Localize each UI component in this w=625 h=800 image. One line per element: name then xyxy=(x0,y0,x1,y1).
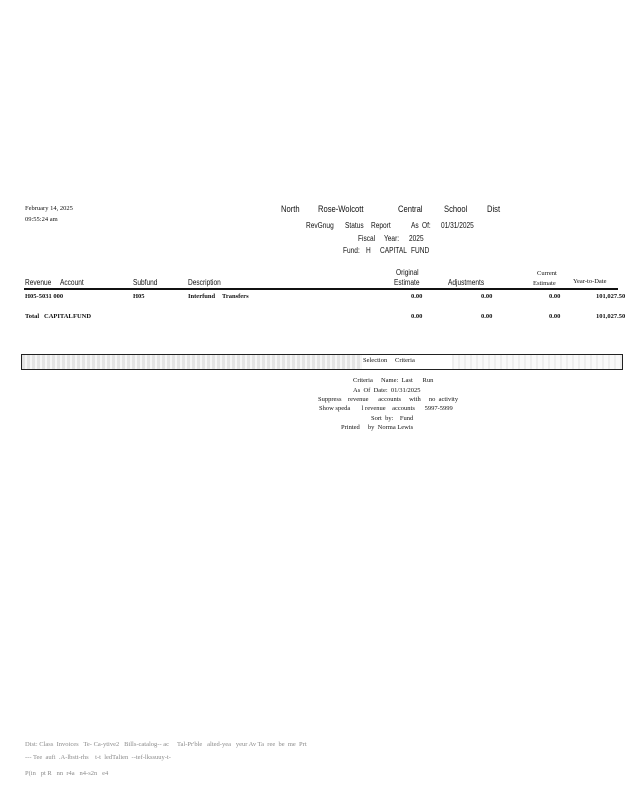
selection-criteria-banner xyxy=(21,354,623,370)
banner-shading-right xyxy=(452,355,622,369)
report-time: 09:55:24 am xyxy=(25,216,58,223)
footer-line-3: P(in pt R nn r4a n4-s2n e4 xyxy=(25,770,109,777)
col-revenue: Revenue xyxy=(25,278,52,287)
total-original: 0.00 xyxy=(411,313,423,320)
criteria-suppress: Suppress revenue accounts with no activity xyxy=(318,396,459,403)
total-adjustments: 0.00 xyxy=(481,313,493,320)
banner-shading-left xyxy=(22,355,362,369)
selection-title-word-2: Criteria xyxy=(395,357,415,364)
report-word-1: RevGnug xyxy=(306,221,334,230)
row-current: 0.00 xyxy=(549,293,561,300)
row-original: 0.00 xyxy=(411,293,423,300)
col-ytd: Year-to-Date xyxy=(573,278,607,285)
report-word-5: Of: xyxy=(422,221,431,230)
total-ytd: 101,027.50 xyxy=(596,313,625,320)
fiscal-word-1: Fiscal xyxy=(358,234,376,243)
report-word-4: As xyxy=(411,221,419,230)
criteria-as-of-date: As Of Date: 01/31/2025 xyxy=(353,387,421,394)
row-subfund: H05 xyxy=(133,293,145,300)
row-description-word-1: Interfund xyxy=(188,293,216,300)
row-description-word-2: Transfers xyxy=(222,293,249,300)
fund-word-3: CAPITAL xyxy=(380,246,407,255)
criteria-name: Criteria Name: Last Run xyxy=(353,377,434,384)
total-label-word-1: Total xyxy=(25,313,40,320)
fund-word-1: Fund: xyxy=(343,246,360,255)
footer-line-1: Dist: Class Invoices Te- Ca-ytive2 Bills-catalog-- ac Tal-Pr'ble alted-yea yeur Av Ta ree be me Prt xyxy=(25,741,307,748)
report-as-of-date: 01/31/2025 xyxy=(441,221,474,230)
total-current: 0.00 xyxy=(549,313,561,320)
selection-title-word-1: Selection xyxy=(363,357,388,364)
header-rule xyxy=(24,288,618,290)
report-word-2: Status xyxy=(345,221,364,230)
district-word-3: Central xyxy=(398,204,423,215)
fund-word-2: H xyxy=(366,246,371,255)
col-description: Description xyxy=(188,278,221,287)
fund-word-4: FUND xyxy=(411,246,430,255)
row-ytd: 101,027.50 xyxy=(596,293,625,300)
district-word-5: Dist xyxy=(487,204,501,215)
col-account: Account xyxy=(60,278,84,287)
row-account: H05-5031 000 xyxy=(25,293,64,300)
criteria-show-special: Show speda l revenue accounts 5997-5999 xyxy=(319,405,453,412)
col-subfund: Subfund xyxy=(133,278,158,287)
fiscal-year: 2025 xyxy=(409,234,424,243)
report-word-3: Report xyxy=(371,221,391,230)
district-word-4: School xyxy=(444,204,468,215)
col-original-line1: Original xyxy=(396,268,419,277)
criteria-sort-by: Sort by: Fund xyxy=(371,415,414,422)
col-adjustments: Adjustments xyxy=(448,278,485,287)
row-adjustments: 0.00 xyxy=(481,293,493,300)
total-label-word-2: CAPITAL xyxy=(44,313,73,320)
criteria-printed-by: Printed by Norma Lewis xyxy=(341,424,414,431)
report-date: February 14, 2025 xyxy=(25,205,73,212)
fiscal-word-2: Year: xyxy=(384,234,400,243)
col-current-line2: Estimate xyxy=(533,280,556,287)
district-word-1: North xyxy=(281,204,300,215)
col-current-line1: Current xyxy=(537,270,557,277)
total-label-word-3: FUND xyxy=(73,313,92,320)
col-original-line2: Estimate xyxy=(394,278,420,287)
district-word-2: Rose-Wolcott xyxy=(318,204,364,215)
footer-line-2: --- Tee aufi .A-lbstt-rhs t-t ledTalien --tef-lkssuuy-t- xyxy=(25,754,171,761)
